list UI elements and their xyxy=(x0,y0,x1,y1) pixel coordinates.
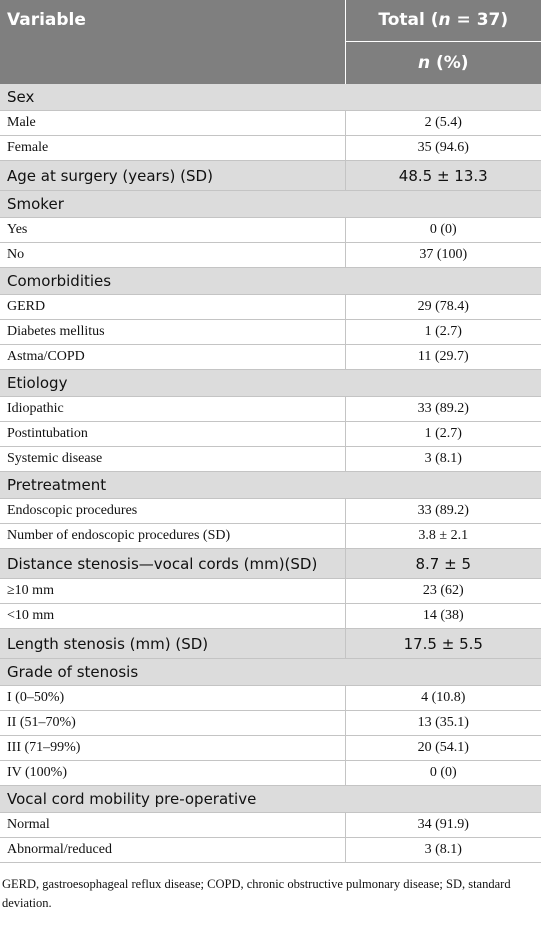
table-row xyxy=(0,838,541,863)
header-npct-n: n xyxy=(417,52,431,73)
row-label: IV (100%) xyxy=(0,761,345,786)
row-value: 0 (0) xyxy=(345,218,541,243)
table-row xyxy=(0,397,541,422)
row-label: Idiopathic xyxy=(0,397,345,422)
row-value: 33 (89.2) xyxy=(345,397,541,422)
table-row xyxy=(0,711,541,736)
section-title: Smoker xyxy=(0,191,541,218)
section-title: Sex xyxy=(0,84,541,111)
row-value: 20 (54.1) xyxy=(345,736,541,761)
row-label: Diabetes mellitus xyxy=(0,320,345,345)
row-label: Postintubation xyxy=(0,422,345,447)
header-total-suffix: = 37) xyxy=(450,10,509,31)
header-row xyxy=(0,0,541,41)
header-variable: Variable xyxy=(7,10,86,30)
row-value: 33 (89.2) xyxy=(345,499,541,524)
section-row xyxy=(0,191,541,218)
row-label: <10 mm xyxy=(0,604,345,629)
row-value: 29 (78.4) xyxy=(345,295,541,320)
row-value: 14 (38) xyxy=(345,604,541,629)
section-row xyxy=(0,84,541,111)
section-row xyxy=(0,659,541,686)
row-label: Systemic disease xyxy=(0,447,345,472)
row-label: Abnormal/reduced xyxy=(0,838,345,863)
table-row xyxy=(0,243,541,268)
row-label: ≥10 mm xyxy=(0,579,345,604)
row-label: I (0–50%) xyxy=(0,686,345,711)
table-row xyxy=(0,447,541,472)
section-title: Pretreatment xyxy=(0,472,541,499)
row-label: Male xyxy=(0,111,345,136)
table-row xyxy=(0,136,541,161)
section-title: Comorbidities xyxy=(0,268,541,295)
section-row xyxy=(0,268,541,295)
summary-label: Length stenosis (mm) (SD) xyxy=(0,629,345,659)
section-row xyxy=(0,472,541,499)
row-label: Number of endoscopic procedures (SD) xyxy=(0,524,345,549)
row-value: 13 (35.1) xyxy=(345,711,541,736)
table-row xyxy=(0,218,541,243)
table-row xyxy=(0,579,541,604)
row-value: 0 (0) xyxy=(345,761,541,786)
header-total-n: n xyxy=(438,10,451,31)
row-label: Yes xyxy=(0,218,345,243)
summary-value: 48.5 ± 13.3 xyxy=(345,161,541,191)
table-row xyxy=(0,499,541,524)
row-value: 1 (2.7) xyxy=(345,422,541,447)
row-value: 3 (8.1) xyxy=(345,838,541,863)
header-npct-suffix: (%) xyxy=(430,52,469,73)
row-label: No xyxy=(0,243,345,268)
row-label: Female xyxy=(0,136,345,161)
row-value: 2 (5.4) xyxy=(345,111,541,136)
header-total-prefix: Total ( xyxy=(378,10,439,31)
header-n-percent xyxy=(345,41,541,84)
summary-row xyxy=(0,161,541,191)
row-label: Astma/COPD xyxy=(0,345,345,370)
section-row xyxy=(0,370,541,397)
row-value: 3.8 ± 2.1 xyxy=(345,524,541,549)
row-value: 11 (29.7) xyxy=(345,345,541,370)
section-title: Vocal cord mobility pre-operative xyxy=(0,786,541,813)
table-row xyxy=(0,761,541,786)
summary-value: 8.7 ± 5 xyxy=(345,549,541,579)
row-value: 3 (8.1) xyxy=(345,447,541,472)
table-row xyxy=(0,320,541,345)
row-value: 1 (2.7) xyxy=(345,320,541,345)
table-row xyxy=(0,422,541,447)
row-value: 34 (91.9) xyxy=(345,813,541,838)
row-label: Endoscopic procedures xyxy=(0,499,345,524)
summary-label: Distance stenosis—vocal cords (mm)(SD) xyxy=(0,549,345,579)
table-row xyxy=(0,813,541,838)
row-label: II (51–70%) xyxy=(0,711,345,736)
summary-row xyxy=(0,549,541,579)
table-row xyxy=(0,686,541,711)
row-value: 35 (94.6) xyxy=(345,136,541,161)
summary-value: 17.5 ± 5.5 xyxy=(345,629,541,659)
header-total xyxy=(345,0,541,41)
row-value: 23 (62) xyxy=(345,579,541,604)
row-label: Normal xyxy=(0,813,345,838)
table-row xyxy=(0,604,541,629)
summary-label: Age at surgery (years) (SD) xyxy=(0,161,345,191)
table-row xyxy=(0,736,541,761)
table-row xyxy=(0,345,541,370)
section-title: Grade of stenosis xyxy=(0,659,541,686)
table-row xyxy=(0,524,541,549)
section-row xyxy=(0,786,541,813)
row-value: 37 (100) xyxy=(345,243,541,268)
table-footnote: GERD, gastroesophageal reflux disease; COPD, chronic obstructive pulmonary disease; SD, standard deviation. xyxy=(2,877,511,910)
row-label: III (71–99%) xyxy=(0,736,345,761)
table-row xyxy=(0,295,541,320)
row-value: 4 (10.8) xyxy=(345,686,541,711)
summary-row xyxy=(0,629,541,659)
section-title: Etiology xyxy=(0,370,541,397)
row-label: GERD xyxy=(0,295,345,320)
table-row xyxy=(0,111,541,136)
